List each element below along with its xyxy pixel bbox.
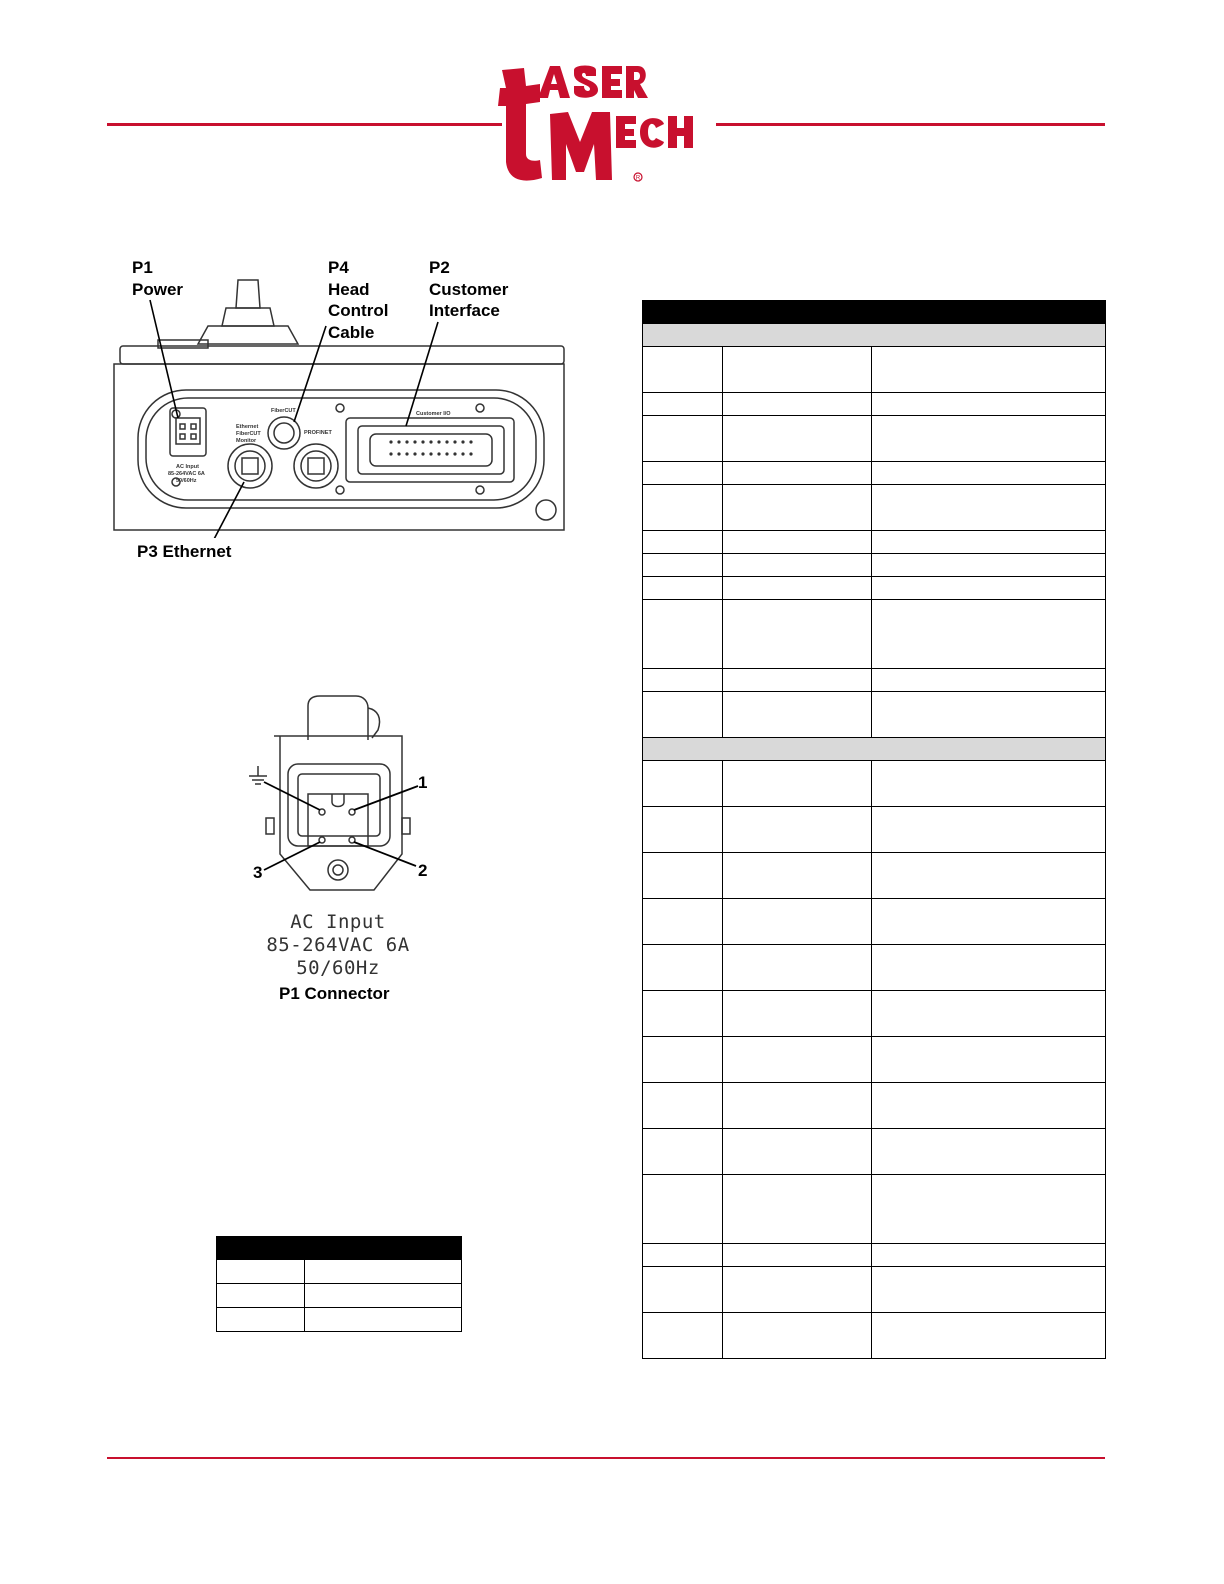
callout-p4-head-control: P4 Head Control Cable	[328, 258, 389, 342]
table-row	[643, 347, 1106, 393]
callout-p1-power: P1 Power	[132, 258, 184, 299]
table-row	[643, 554, 1106, 577]
header-rule-right	[716, 123, 1105, 126]
table-row	[643, 1083, 1106, 1129]
table-row	[643, 577, 1106, 600]
laser-mech-logo	[496, 62, 724, 186]
ac-input-text: AC Input	[290, 911, 386, 933]
panel-label-ethernet: Ethernet	[236, 424, 259, 430]
panel-label-profinet: PROFINET	[304, 430, 332, 436]
ac-voltage-text: 85-264VAC 6A	[266, 934, 410, 956]
table-row	[217, 1284, 462, 1308]
large-table-header-cell	[723, 301, 872, 324]
large-table-header-cell	[643, 301, 723, 324]
ac-frequency-text: 50/60Hz	[296, 957, 380, 979]
small-table-header-cell	[217, 1237, 305, 1260]
panel-label-fibercut: FiberCUT	[271, 408, 296, 414]
table-row	[643, 531, 1106, 554]
table-row	[217, 1308, 462, 1332]
panel-label-ac2: 85-264VAC 6A	[168, 471, 205, 477]
panel-label-ac3: 50/60Hz	[176, 478, 197, 484]
small-table-header-cell	[305, 1237, 462, 1260]
table-row	[643, 1129, 1106, 1175]
table-row	[643, 899, 1106, 945]
table-row	[643, 393, 1106, 416]
table-row	[643, 600, 1106, 669]
table-row	[643, 462, 1106, 485]
table-row	[643, 1267, 1106, 1313]
pinout-table-large	[642, 300, 1106, 1359]
table-row	[643, 416, 1106, 462]
table-row	[643, 807, 1106, 853]
controller-panel-drawing	[108, 278, 578, 538]
table-group-row	[643, 738, 1106, 761]
table-row	[643, 485, 1106, 531]
table-row	[643, 853, 1106, 899]
panel-label-ac1: AC Input	[176, 464, 199, 470]
pin-label-1: 1	[418, 773, 428, 792]
table-group-row	[643, 324, 1106, 347]
table-row	[643, 692, 1106, 738]
p1-connector-drawing	[244, 694, 444, 914]
svg-text:R: R	[635, 175, 641, 182]
pin-label-2: 2	[418, 861, 428, 880]
large-table-header-cell	[872, 301, 1106, 324]
panel-label-customer-io: Customer I/O	[416, 411, 451, 417]
table-row	[217, 1260, 462, 1284]
table-row	[643, 1313, 1106, 1359]
p1-connector-caption: P1 Connector	[279, 984, 390, 1003]
table-row	[643, 991, 1106, 1037]
pin-label-3: 3	[253, 863, 263, 882]
pinout-table-small	[216, 1236, 462, 1332]
panel-label-ethernet-3: Monitor	[236, 438, 257, 444]
table-row	[643, 1175, 1106, 1244]
footer-rule	[107, 1457, 1105, 1459]
table-row	[643, 1244, 1106, 1267]
table-row	[643, 1037, 1106, 1083]
callout-p3-ethernet: P3 Ethernet	[137, 542, 232, 561]
panel-label-ethernet-2: FiberCUT	[236, 431, 261, 437]
table-row	[643, 761, 1106, 807]
table-row	[643, 945, 1106, 991]
callout-p2-customer-interface: P2 Customer Interface	[429, 258, 509, 320]
table-row	[643, 669, 1106, 692]
header-rule-left	[107, 123, 502, 126]
